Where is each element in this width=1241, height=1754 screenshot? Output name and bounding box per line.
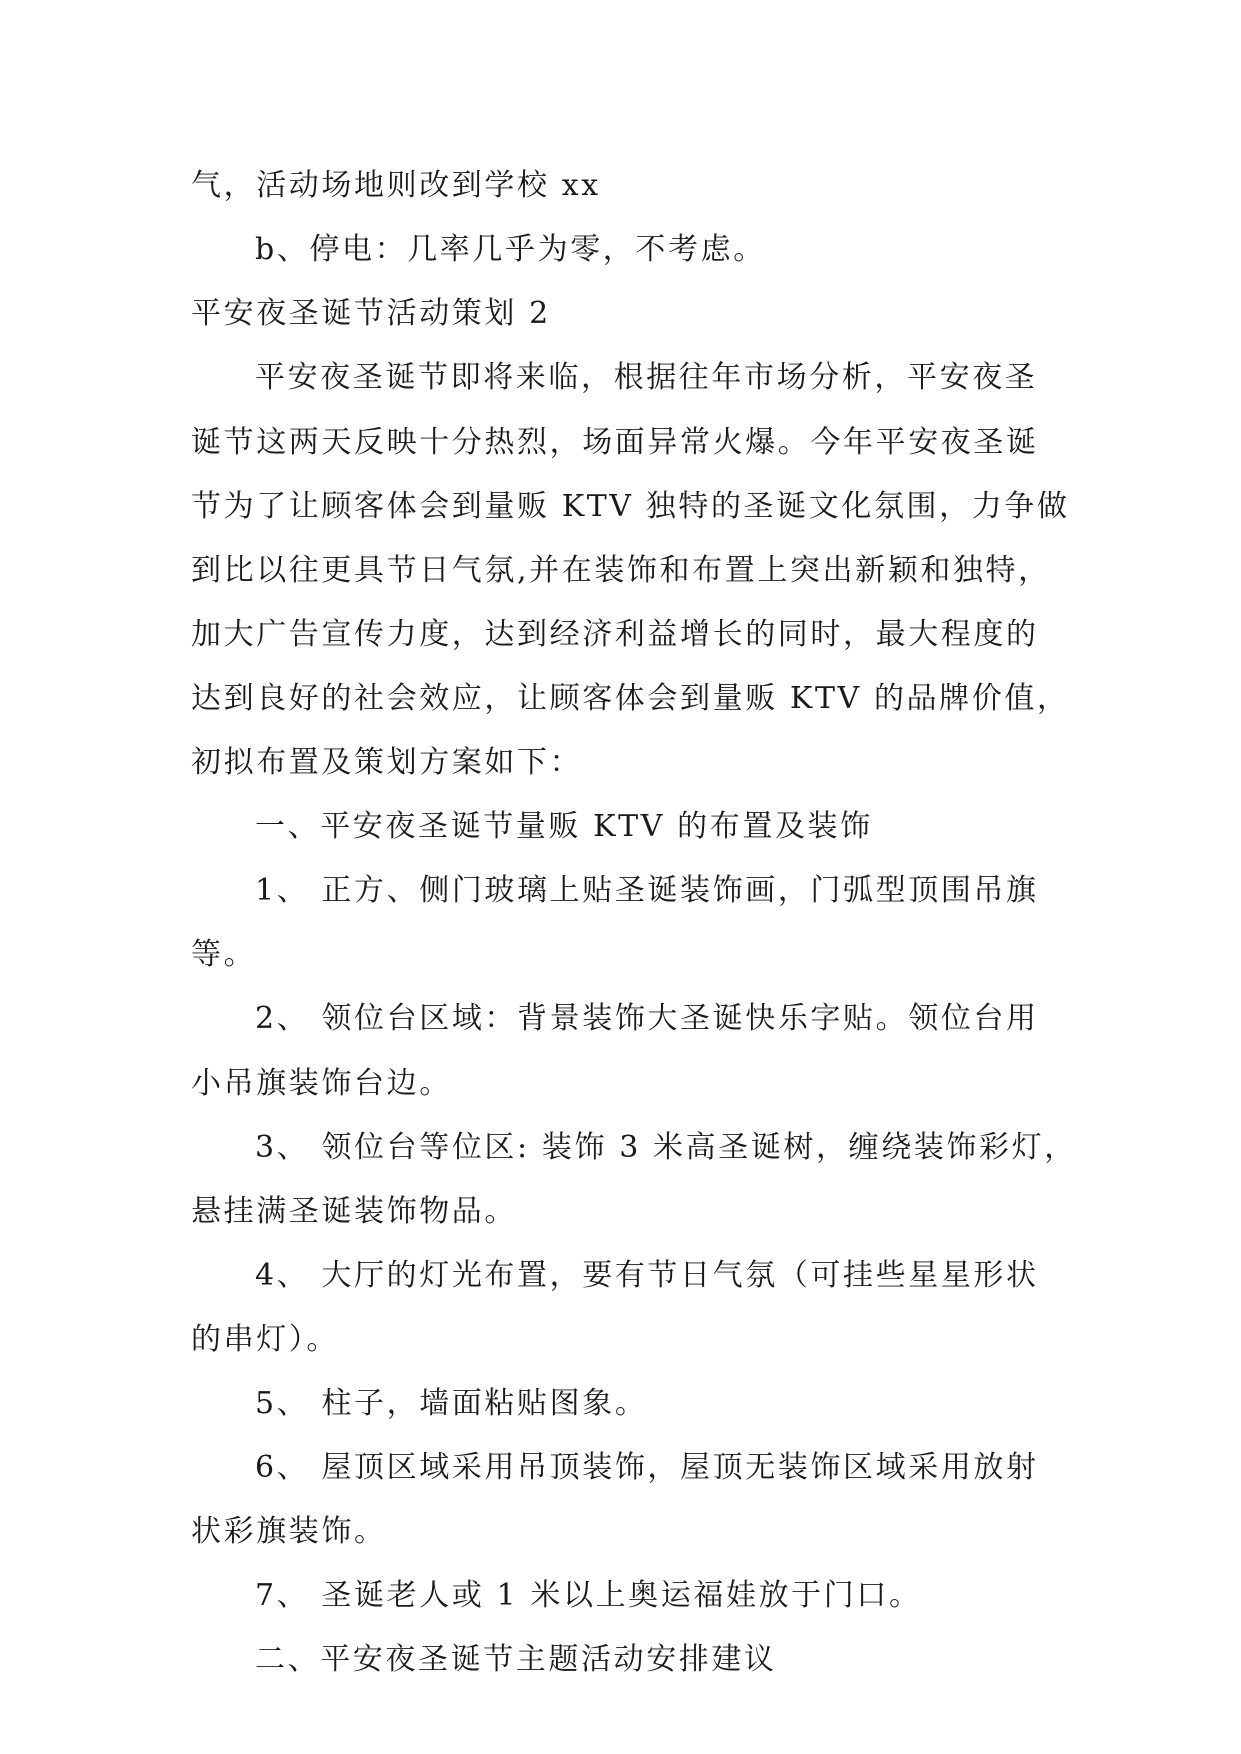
- heading-two: 二、平安夜圣诞节主题活动安排建议: [255, 1642, 777, 1677]
- text-line: 加大广告宣传力度，达到经济利益增长的同时，最大程度的: [191, 617, 1039, 652]
- list-item: 4、 大厅的灯光布置，要有节日气氛（可挂些星星形状: [255, 1258, 1039, 1293]
- text-line: 初拟布置及策划方案如下：: [191, 745, 583, 780]
- list-item: 5、 柱子，墙面粘贴图象。: [255, 1386, 648, 1421]
- text-line: 气，活动场地则改到学校 xx: [191, 168, 601, 203]
- heading-one: 一、平安夜圣诞节量贩 KTV 的布置及装饰: [255, 809, 873, 844]
- text-line: 节为了让顾客体会到量贩 KTV 独特的圣诞文化氛围，力争做: [191, 489, 1070, 524]
- list-item: 7、 圣诞老人或 1 米以上奥运福娃放于门口。: [255, 1578, 922, 1613]
- list-item: 2、 领位台区域：背景装饰大圣诞快乐字贴。领位台用: [255, 1001, 1039, 1036]
- text-line: 小吊旗装饰台边。: [191, 1066, 452, 1101]
- text-line: 悬挂满圣诞装饰物品。: [191, 1194, 517, 1229]
- list-item: 6、 屋顶区域采用吊顶装饰，屋顶无装饰区域采用放射: [255, 1450, 1039, 1485]
- text-line: 平安夜圣诞节即将来临，根据往年市场分析，平安夜圣: [255, 360, 1038, 395]
- section-title: 平安夜圣诞节活动策划 2: [191, 296, 551, 331]
- text-line: b、停电：几率几乎为零，不考虑。: [255, 232, 766, 267]
- list-item: 1、 正方、侧门玻璃上贴圣诞装饰画，门弧型顶围吊旗: [255, 873, 1039, 908]
- list-item: 3、 领位台等位区: 装饰 3 米高圣诞树，缠绕装饰彩灯，: [255, 1130, 1077, 1165]
- text-line: 到比以往更具节日气氛,并在装饰和布置上突出新颖和独特，: [191, 553, 1051, 588]
- text-line: 状彩旗装饰。: [191, 1514, 387, 1549]
- text-line: 诞节这两天反映十分热烈，场面异常火爆。今年平安夜圣诞: [191, 425, 1039, 460]
- text-line: 的串灯）。: [191, 1322, 339, 1357]
- text-line: 等。: [191, 937, 257, 972]
- text-line: 达到良好的社会效应，让顾客体会到量贩 KTV 的品牌价值，: [191, 681, 1070, 716]
